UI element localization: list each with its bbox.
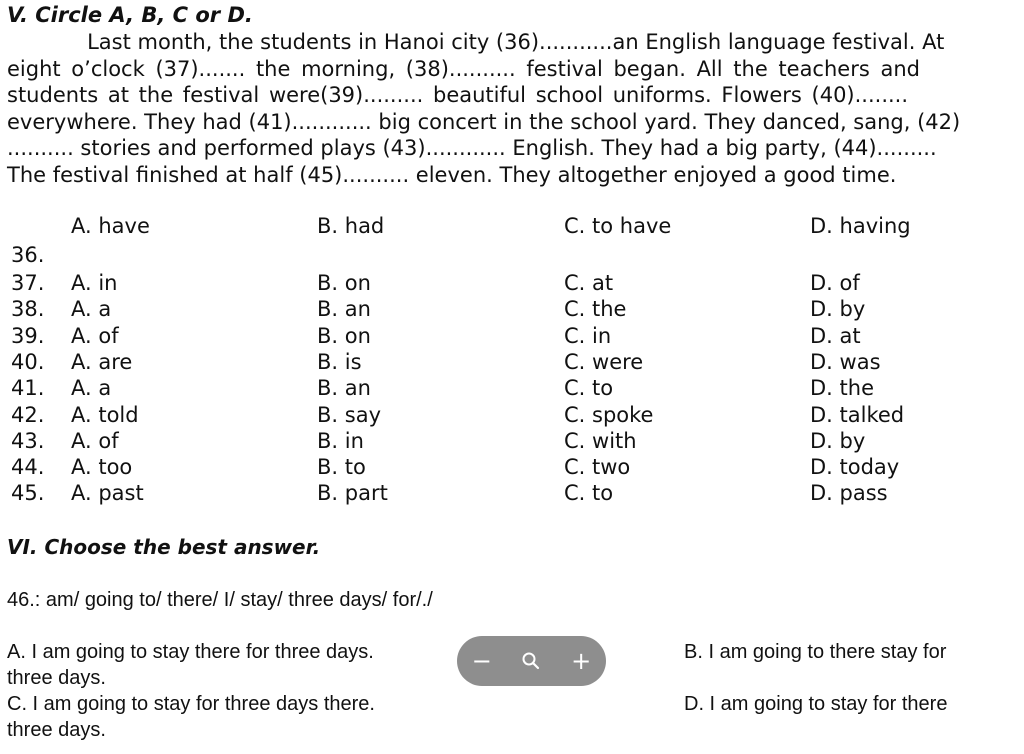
question-number: 44. — [11, 455, 45, 480]
q36-option-c[interactable]: C. to have — [564, 214, 672, 238]
option-b[interactable]: B. say — [317, 402, 381, 427]
option-a[interactable]: A. told — [71, 402, 139, 427]
option-d[interactable]: D. of — [810, 271, 860, 295]
option-c[interactable]: C. to — [564, 481, 614, 506]
q46-option-a-continued[interactable]: three days. — [7, 667, 106, 689]
option-b[interactable]: B. on — [317, 271, 371, 295]
passage-line: The festival finished at half (45).......... eleven. They altogether enjoyed a good time. — [7, 162, 897, 187]
question-number: 42. — [11, 402, 45, 427]
option-d[interactable]: D. pass — [810, 481, 888, 506]
question-46: 46.: am/ going to/ there/ I/ stay/ three days/ for/./ — [7, 589, 433, 611]
option-a[interactable]: A. past — [71, 481, 144, 506]
question-number: 40. — [11, 349, 45, 374]
passage-line: everywhere. They had (41)............ big concert in the school yard. They danced, sang, (42) — [7, 109, 961, 134]
option-b[interactable]: B. an — [317, 376, 371, 401]
question-number-36: 36. — [11, 243, 45, 267]
passage-line: eight o’clock (37)....... the morning, (38).......... festival began. All the teachers and — [7, 56, 920, 81]
q36-option-d[interactable]: D. having — [810, 214, 911, 238]
option-c[interactable]: C. two — [564, 455, 631, 480]
option-b[interactable]: B. on — [317, 323, 371, 348]
zoom-in-button[interactable]: + — [571, 647, 592, 675]
q36-option-a[interactable]: A. have — [71, 214, 150, 238]
option-c[interactable]: C. at — [564, 271, 614, 295]
option-a[interactable]: A. a — [71, 297, 112, 322]
option-d[interactable]: D. today — [810, 455, 900, 480]
q46-option-d[interactable]: D. I am going to stay for there — [684, 693, 948, 715]
option-d[interactable]: D. talked — [810, 402, 905, 427]
passage-line: .......... stories and performed plays (43)............ English. They had a big party, (44)......... — [7, 136, 937, 160]
option-a[interactable]: A. of — [71, 323, 119, 348]
zoom-out-button[interactable]: − — [471, 647, 492, 675]
passage-line: Last month, the students in Hanoi city (36)...........an English language festival. At — [7, 30, 945, 54]
question-number: 45. — [11, 481, 45, 506]
q36-option-b[interactable]: B. had — [317, 214, 385, 238]
passage-line: students at the festival were(39)......... beautiful school uniforms. Flowers (40)........ — [7, 83, 909, 107]
option-d[interactable]: D. by — [810, 428, 866, 453]
q46-option-a[interactable]: A. I am going to stay there for three days. — [7, 641, 374, 663]
zoom-toolbar — [457, 636, 606, 686]
q46-option-c-continued[interactable]: three days. — [7, 719, 106, 741]
passage — [7, 29, 1024, 188]
q46-option-c[interactable]: C. I am going to stay for three days there. — [7, 693, 375, 715]
zoom-reset-button[interactable] — [516, 646, 546, 676]
option-a[interactable]: A. in — [71, 271, 118, 295]
option-b[interactable]: B. is — [317, 349, 362, 374]
option-b[interactable]: B. part — [317, 481, 388, 506]
option-c[interactable]: C. spoke — [564, 402, 654, 427]
option-d[interactable]: D. was — [810, 349, 881, 374]
magnifier-icon — [521, 651, 541, 671]
option-d[interactable]: D. at — [810, 323, 861, 348]
option-a[interactable]: A. too — [71, 455, 133, 480]
option-a[interactable]: A. a — [71, 376, 112, 401]
option-a[interactable]: A. of — [71, 428, 119, 453]
option-c[interactable]: C. in — [564, 323, 612, 348]
option-d[interactable]: D. by — [810, 297, 866, 322]
q46-option-b[interactable]: B. I am going to there stay for — [684, 641, 947, 663]
option-d[interactable]: D. the — [810, 376, 874, 401]
question-number: 43. — [11, 428, 45, 453]
question-number: 37. — [11, 271, 45, 295]
question-number: 39. — [11, 323, 45, 348]
option-b[interactable]: B. in — [317, 428, 364, 453]
option-c[interactable]: C. with — [564, 428, 637, 453]
option-c[interactable]: C. the — [564, 297, 627, 322]
option-c[interactable]: C. to — [564, 376, 614, 401]
section-5-heading: V. Circle A, B, C or D. — [7, 3, 253, 27]
section-6-heading: VI. Choose the best answer. — [7, 535, 321, 559]
question-number: 41. — [11, 376, 45, 401]
option-b[interactable]: B. an — [317, 297, 371, 322]
option-c[interactable]: C. were — [564, 349, 644, 374]
option-b[interactable]: B. to — [317, 455, 366, 480]
option-a[interactable]: A. are — [71, 349, 133, 374]
question-number: 38. — [11, 297, 45, 322]
